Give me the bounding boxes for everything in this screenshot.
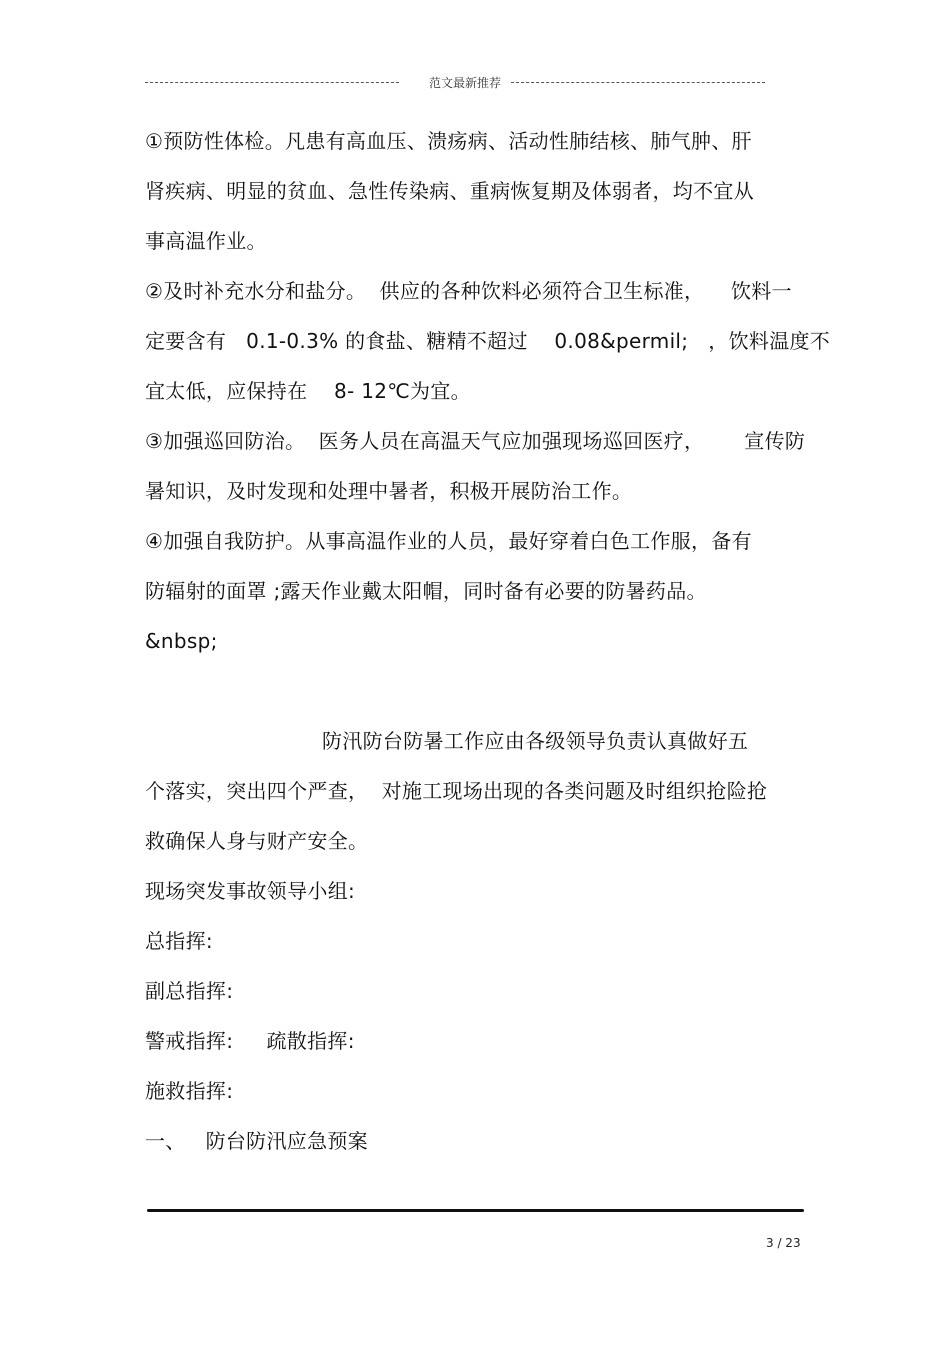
body-line: 警戒指挥: 疏散指挥: <box>145 1029 355 1053</box>
body-line: 一、 防台防汛应急预案 <box>145 1129 368 1153</box>
header-dashed-rule-left <box>145 82 399 83</box>
body-line: &nbsp; <box>145 629 218 653</box>
page-number: 3 / 23 <box>766 1236 801 1250</box>
body-line: 现场突发事故领导小组: <box>145 879 356 903</box>
body-line: 定要含有 0.1-0.3% 的食盐、糖精不超过 0.08&permil; ，饮料温度不 <box>145 329 831 353</box>
footer-rule <box>147 1209 804 1212</box>
page-header <box>145 72 765 92</box>
body-line: ②及时补充水分和盐分。 供应的各种饮料必须符合卫生标准， 饮料一 <box>145 279 792 303</box>
body-line: 总指挥: <box>145 929 213 953</box>
section-heading-line: 防汛防台防暑工作应由各级领导负责认真做好五 <box>322 729 749 753</box>
body-line: 救确保人身与财产安全。 <box>145 829 369 853</box>
body-line: 肾疾病、明显的贫血、急性传染病、重病恢复期及体弱者，均不宜从 <box>145 179 754 203</box>
body-line: ③加强巡回防治。 医务人员在高温天气应加强现场巡回医疗， 宣传防 <box>145 429 806 453</box>
body-line: 防辐射的面罩 ;露天作业戴太阳帽，同时备有必要的防暑药品。 <box>145 579 707 603</box>
body-line: ④加强自我防护。从事高温作业的人员，最好穿着白色工作服，备有 <box>145 529 752 553</box>
body-line: 副总指挥: <box>145 979 234 1003</box>
body-line: 暑知识，及时发现和处理中暑者，积极开展防治工作。 <box>145 479 633 503</box>
body-line: 个落实，突出四个严查， 对施工现场出现的各类问题及时组织抢险抢 <box>145 779 768 803</box>
body-line: 事高温作业。 <box>145 229 267 253</box>
body-line: ①预防性体检。凡患有高血压、溃疡病、活动性肺结核、肺气肿、肝 <box>145 129 752 153</box>
body-line: 宜太低，应保持在 8- 12℃为宜。 <box>145 379 471 403</box>
body-line: 施救指挥: <box>145 1079 234 1103</box>
header-title: 范文最新推荐 <box>429 75 502 90</box>
header-dashed-rule-right <box>511 82 765 83</box>
